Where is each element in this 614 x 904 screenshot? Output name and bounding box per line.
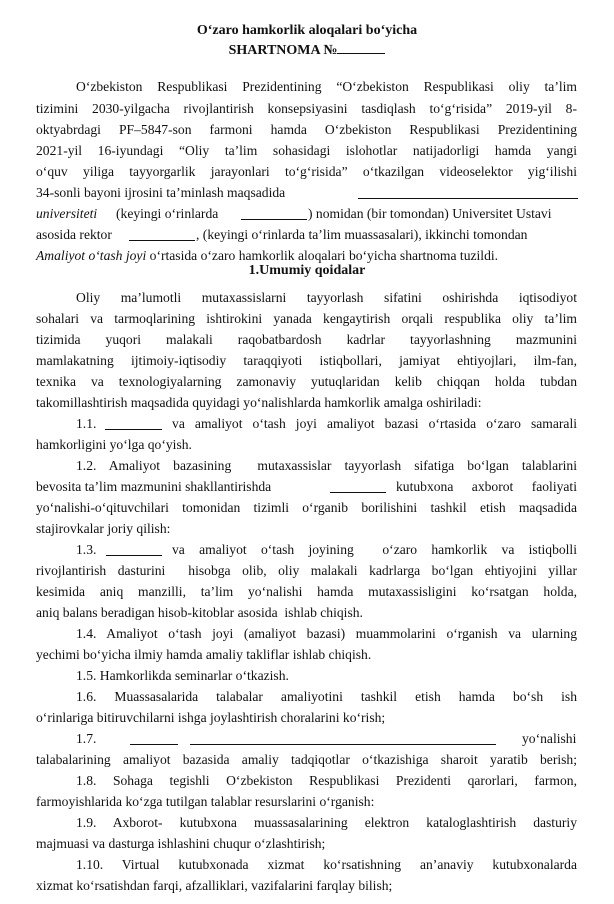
item-1-2-line-2a: bevosita ta’lim mazmunini shakllantirishda [36,479,272,494]
item-1-7-blank-1 [130,732,178,745]
practice-place-word: Amaliyot o‘tash joyi [36,248,147,263]
item-1-3-line-1: va amaliyot o‘tash joyining o‘zaro hamkorlik va istiqbolli [172,542,577,557]
item-1-1-number: 1.1. [76,416,97,431]
item-1-3-number: 1.3. [76,542,97,557]
item-1-9-line-1: 1.9. Axborot- kutubxona muassasalarining elektron kataloglashtirish dasturiy [76,815,577,830]
item-1-2-line-1: 1.2. Amaliyot bazasining mutaxassislar tayyorlash sifatiga bo‘lgan talablarini [76,458,577,473]
intro-line-7 [36,205,97,222]
item-1-7-line-2: talabalarining amaliyot bazasida amaliy tadqiqotlar o‘tkazishiga sharoit yaratib berish; [36,752,577,767]
intro-line-7c: ) nomidan (bir tomondan) Universitet Ustavi [308,206,552,221]
item-1-7-number: 1.7. [76,731,97,746]
item-1-1-blank [105,417,162,430]
item-1-9-line-2: majmuasi va dasturga ishlashini chuqur o‘zlashtirish; [36,836,326,851]
intro-line-5: o‘quv yiliga tayyorgarlik jarayonlari to‘g‘risida” o‘tkazilgan videoselektor yig‘ilishi [36,164,577,179]
item-1-7-blank-2 [190,732,496,745]
intro-line-2: tizimini 2030-yilgacha rivojlantirish konsepsiyasini tasdiqlash to‘g‘risida” 2019-yil 8- [36,101,577,116]
intro-line-9-rest: o‘rtasida o‘zaro hamkorlik aloqalari bo‘yicha shartnoma tuzildi. [146,248,499,263]
para-line-2: sohalari va tarmoqlarining ishtirokini yanada kengaytirish orqali respublika oliy ta’lim [36,311,577,326]
intro-line-8b: , (keyingi o‘rinlarda ta’lim muassasalari), ikkinchi tomondan [196,227,528,242]
intro-line-6: 34-sonli bayoni ijrosini ta’minlash maqsadida [36,185,286,200]
contract-label: SHARTNOMA № [228,43,338,58]
para-line-3: tizimida yuqori malakali raqobatbardosh kadrlar tayyorlashning mazmunini [36,332,577,347]
document-title: O‘zaro hamkorlik aloqalari bo‘yicha [196,23,418,38]
para-line-5: texnika va texnologiyalarning zamonaviy yutuqlaridan kelib chiqqan holda tubdan [36,374,577,389]
para-line-4: mamlakatning ijtimoiy-iqtisodiy taraqqiyoti istiqbollari, jamiyat ehtiyojlari, ilm-fan, [36,353,577,368]
item-1-10-line-1: 1.10. Virtual kutubxonada xizmat ko‘rsatishning an’anaviy kutubxonalarda [76,857,577,872]
item-1-2-line-4: stajirovkalar joriy qilish: [36,521,171,536]
item-1-2-line-3: yo‘nalishi-o‘qituvchilari tomonidan tizimli o‘rganib borilishini tashkil etish maqsadida [36,500,577,515]
contract-number-blank [337,40,385,54]
university-word: universiteti [36,206,98,221]
contract-number-heading [0,40,614,59]
party-short-name-blank [241,207,307,220]
item-1-1-text: va amaliyot o‘tash joyi amaliyot bazasi o‘rtasida o‘zaro samarali [162,416,577,431]
item-1-3-line-2: rivojlantirish dasturini hisobga olib, oliy malakali kadrlarga bo‘lgan ehtiyojini yillar [36,563,577,578]
item-1-6-line-1: 1.6. Muassasalarida talabalar amaliyotini tashkil etish hamda bo‘sh ish [76,689,577,704]
item-1-4-line-2: yechimi bo‘yicha ilmiy hamda amaliy takliflar ishlab chiqish. [36,647,372,662]
university-name-blank [358,186,578,199]
item-1-3-line-3: kesimida aniq manzilli, ta’lim yo‘nalishi hamda mutaxassisligini ko‘rsatgan holda, [36,584,577,599]
para-line-6: takomillashtirish maqsadida quyidagi yo‘nalishlarda hamkorlik amalga oshiriladi: [36,395,482,410]
rector-name-blank [129,228,195,241]
intro-line-4: 2021-yil 16-iyundagi “Oliy ta’lim sohasidagi islohotlar natijadorligi hamda yangi [36,143,577,158]
para-line-1: Oliy ma’lumotli mutaxassislarni tayyorlash sifatini oshirishda iqtisodiyot [76,290,577,305]
item-1-10-line-2: xizmat ko‘rsatishdan farqi, afzalliklari, vazifalarini farqlay bilish; [36,878,393,893]
section-title: 1.Umumiy qoidalar [248,263,366,278]
item-1-6-line-2: o‘rinlariga bitiruvchilarni ishga joylashtirish choralarini ko‘rish; [36,710,386,725]
item-1-8-line-1: 1.8. Sohaga tegishli O‘zbekiston Respublikasi Prezidenti qarorlari, farmon, [76,773,577,788]
intro-line-8: asosida rektor [36,227,112,242]
item-1-3-blank [106,543,162,556]
item-1-8-line-2: farmoyishlarida ko‘zga tutilgan talablar resurslarini o‘rganish: [36,794,375,809]
item-1-1-text-2: hamkorligini yo‘lga qo‘yish. [36,437,192,452]
item-1-7-direction: yo‘nalishi [522,731,577,746]
item-1-2-line-2b: kutubxona axborot faoliyati [396,479,577,494]
item-1-5: 1.5. Hamkorlikda seminarlar o‘tkazish. [76,668,289,683]
item-1-3-line-4: aniq balans beradigan hisob-kitoblar asosida ishlab chiqish. [36,605,363,620]
intro-line-1: O‘zbekiston Respublikasi Prezidentining “O‘zbekiston Respublikasi oliy ta’lim [76,79,577,94]
intro-line-3: oktyabrdagi PF–5847-son farmoni hamda O‘zbekiston Respublikasi Prezidentining [36,122,577,137]
intro-line-7b: (keyingi o‘rinlarda [116,206,219,221]
item-1-2-blank [330,480,386,493]
item-1-4-line-1: 1.4. Amaliyot o‘tash joyi (amaliyot bazasi) muammolarini o‘rganish va ularning [76,626,577,641]
